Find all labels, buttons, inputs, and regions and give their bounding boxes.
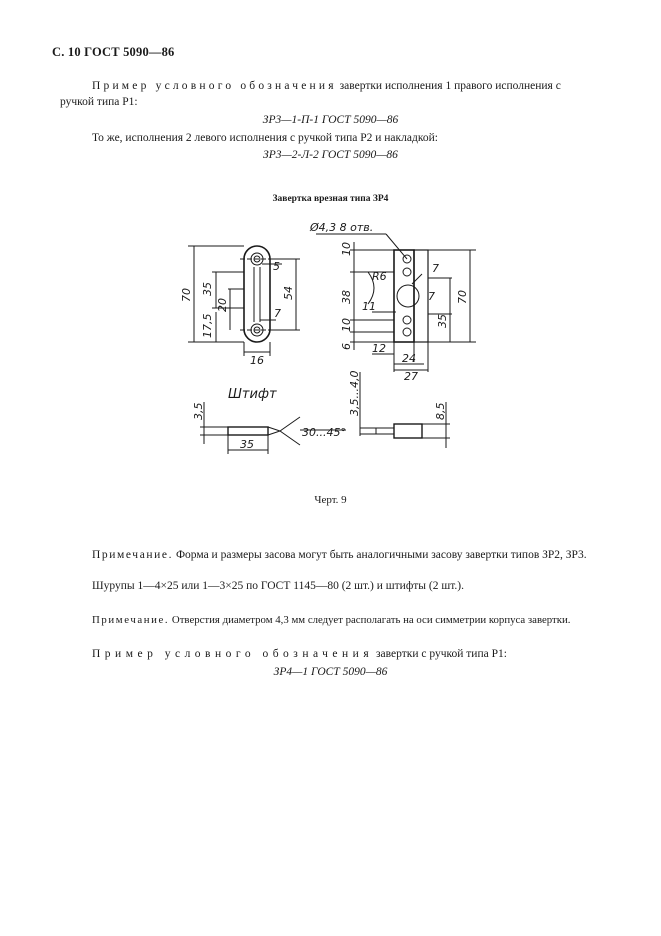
note2-paragraph [92,612,632,628]
note1-lead: Примечание. [92,549,174,561]
example2-designation: ЗР4—1 ГОСТ 5090—86 [273,666,388,678]
dim-70b: 70 [456,290,469,304]
figure-title: Завертка врезная типа ЗР4 [272,194,389,204]
example1-lead: Пример условного обозначения [92,80,337,92]
dim-24: 24 [402,352,416,365]
example2-lead: Пример условного обозначения [92,648,374,660]
dim-27: 27 [404,370,418,383]
screws-paragraph: Шурупы 1—4×25 или 1—3×25 по ГОСТ 1145—80 (2 шт.) и штифты (2 шт.). [92,580,464,592]
pin-label: Штифт [228,387,277,402]
figure-caption: Черт. 9 [314,494,347,506]
dim-8-5: 8,5 [434,402,447,420]
page-header: С. 10 ГОСТ 5090—86 [52,45,175,59]
dim-16: 16 [250,354,264,367]
note2-text: Отверстия диаметром 4,3 мм следует располагать на оси симметрии корпуса завертки. [169,614,571,626]
same-designation: ЗР3—2-Л-2 ГОСТ 5090—86 [263,149,398,161]
example2-text: завертки с ручкой типа Р1: [373,648,507,660]
dim-35a: 35 [201,282,214,296]
front-view [188,246,300,356]
dim-6: 6 [340,343,353,350]
example1-text: завертки исполнения 1 правого исполнения с [336,80,561,92]
dim-hole: Ø4,3 8 отв. [310,221,374,234]
dim-12: 12 [372,342,386,355]
example1-designation: ЗР3—1-П-1 ГОСТ 5090—86 [262,114,399,126]
note1-text: Форма и размеры засова могут быть аналогичными засову завертки типов ЗР2, ЗР3. [173,549,587,561]
dim-10b: 10 [340,318,353,332]
dim-3-5: 3,5 [192,402,205,420]
note2-lead: Примечание. [92,614,170,626]
dim-7a: 7 [274,307,281,320]
same-paragraph: То же, исполнения 2 левого исполнения с ручкой типа Р2 и накладкой: [92,132,438,144]
dim-3-5-4: 3,5...4,0 [348,370,361,416]
dim-35b: 35 [436,314,449,328]
note1-paragraph [92,547,622,563]
dim-r6: R6 [372,270,387,283]
dim-angle: 30...45° [302,426,346,439]
dim-5: 5 [273,260,280,273]
dim-54: 54 [282,286,295,300]
dim-7c: 7 [428,290,435,303]
example1-line2: ручкой типа Р1: [60,96,138,108]
example2-paragraph [92,646,507,662]
dim-10a: 10 [340,242,353,256]
technical-drawing [160,212,500,472]
dim-20: 20 [216,298,229,312]
dim-11: 11 [362,300,376,313]
dim-7b: 7 [432,262,439,275]
dim-70a: 70 [180,288,193,302]
dim-35c: 35 [240,438,254,451]
dim-17-5: 17,5 [201,313,214,338]
dim-38: 38 [340,290,353,304]
example1-paragraph [92,78,612,94]
